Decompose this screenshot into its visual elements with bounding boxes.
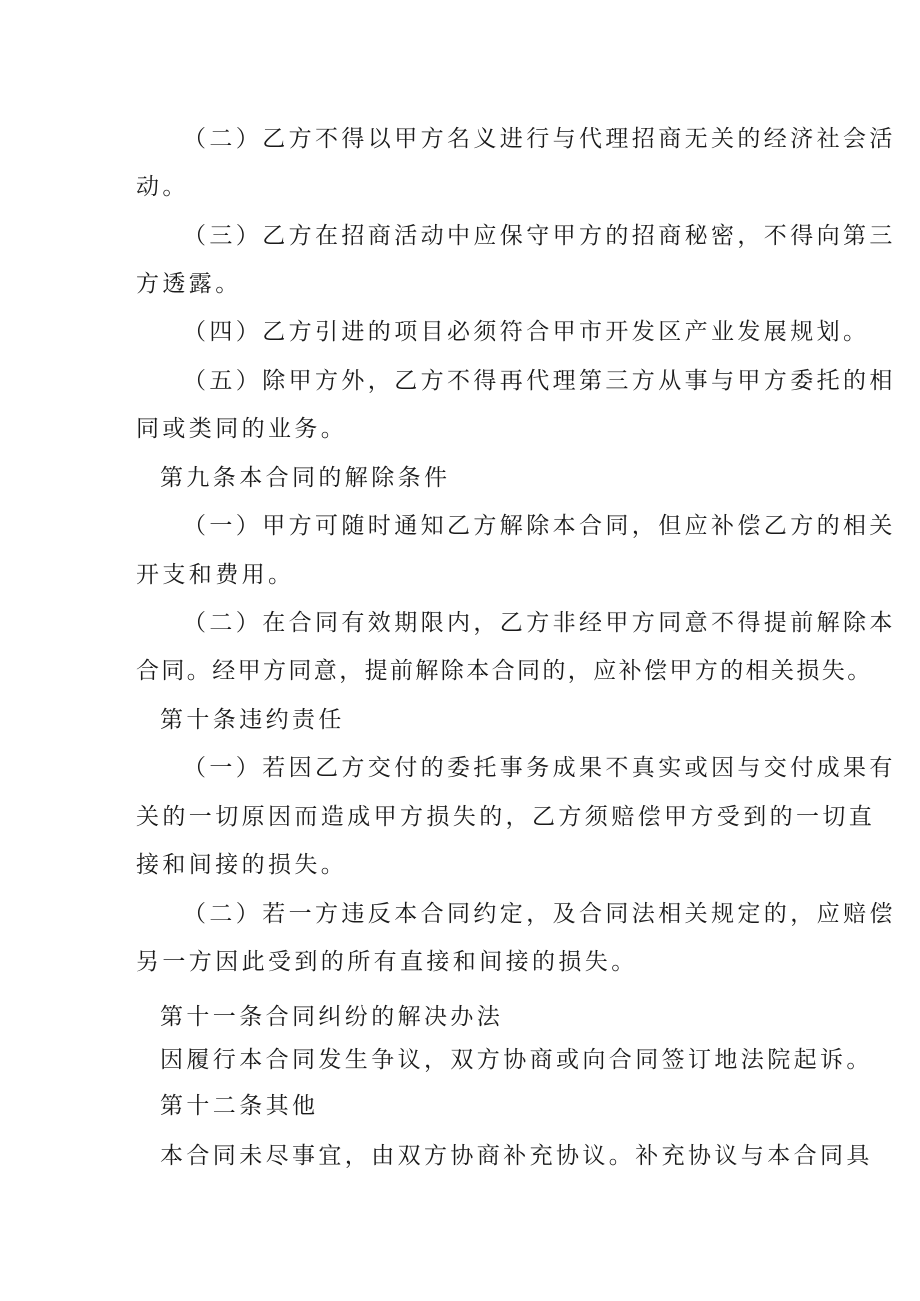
clause-9-heading: 第九条本合同的解除条件 [160, 465, 451, 491]
clause-9-item-2-line-1: （二）在合同有效期限内，乙方非经甲方同意不得提前解除本 [183, 610, 896, 636]
clause-9-item-1-line-2: 开支和费用。 [136, 562, 295, 588]
clause-12-heading: 第十二条其他 [160, 1093, 319, 1119]
clause-8-item-5-line-2: 同或类同的业务。 [136, 416, 348, 442]
clause-11-body: 因履行本合同发生争议，双方协商或向合同签订地法院起诉。 [160, 1047, 873, 1073]
clause-8-item-5-line-1: （五）除甲方外，乙方不得再代理第三方从事与甲方委托的相 [183, 368, 896, 394]
clause-10-item-2-line-2: 另一方因此受到的所有直接和间接的损失。 [136, 949, 638, 975]
clause-10-item-1-line-1: （一）若因乙方交付的委托事务成果不真实或因与交付成果有 [183, 755, 896, 781]
clause-9-item-1-line-1: （一）甲方可随时通知乙方解除本合同，但应补偿乙方的相关 [183, 513, 896, 539]
clause-10-item-1-line-2: 关的一切原因而造成甲方损失的，乙方须赔偿甲方受到的一切直 [136, 804, 876, 830]
clause-11-heading: 第十一条合同纠纷的解决办法 [160, 1004, 504, 1030]
clause-8-item-3-line-2: 方透露。 [136, 271, 242, 297]
clause-8-item-2-line-2: 动。 [136, 174, 189, 200]
clause-8-item-2-line-1: （二）乙方不得以甲方名义进行与代理招商无关的经济社会活 [183, 126, 896, 152]
clause-8-item-3-line-1: （三）乙方在招商活动中应保守甲方的招商秘密，不得向第三 [183, 223, 896, 249]
clause-9-item-2-line-2: 合同。经甲方同意，提前解除本合同的，应补偿甲方的相关损失。 [136, 658, 873, 684]
clause-10-item-2-line-1: （二）若一方违反本合同约定，及合同法相关规定的，应赔偿 [183, 901, 896, 927]
clause-8-item-4: （四）乙方引进的项目必须符合甲市开发区产业发展规划。 [183, 319, 870, 345]
clause-10-item-1-line-3: 接和间接的损失。 [136, 852, 348, 878]
clause-10-heading: 第十条违约责任 [160, 707, 345, 733]
clause-12-body: 本合同未尽事宜，由双方协商补充协议。补充协议与本合同具 [160, 1143, 873, 1169]
